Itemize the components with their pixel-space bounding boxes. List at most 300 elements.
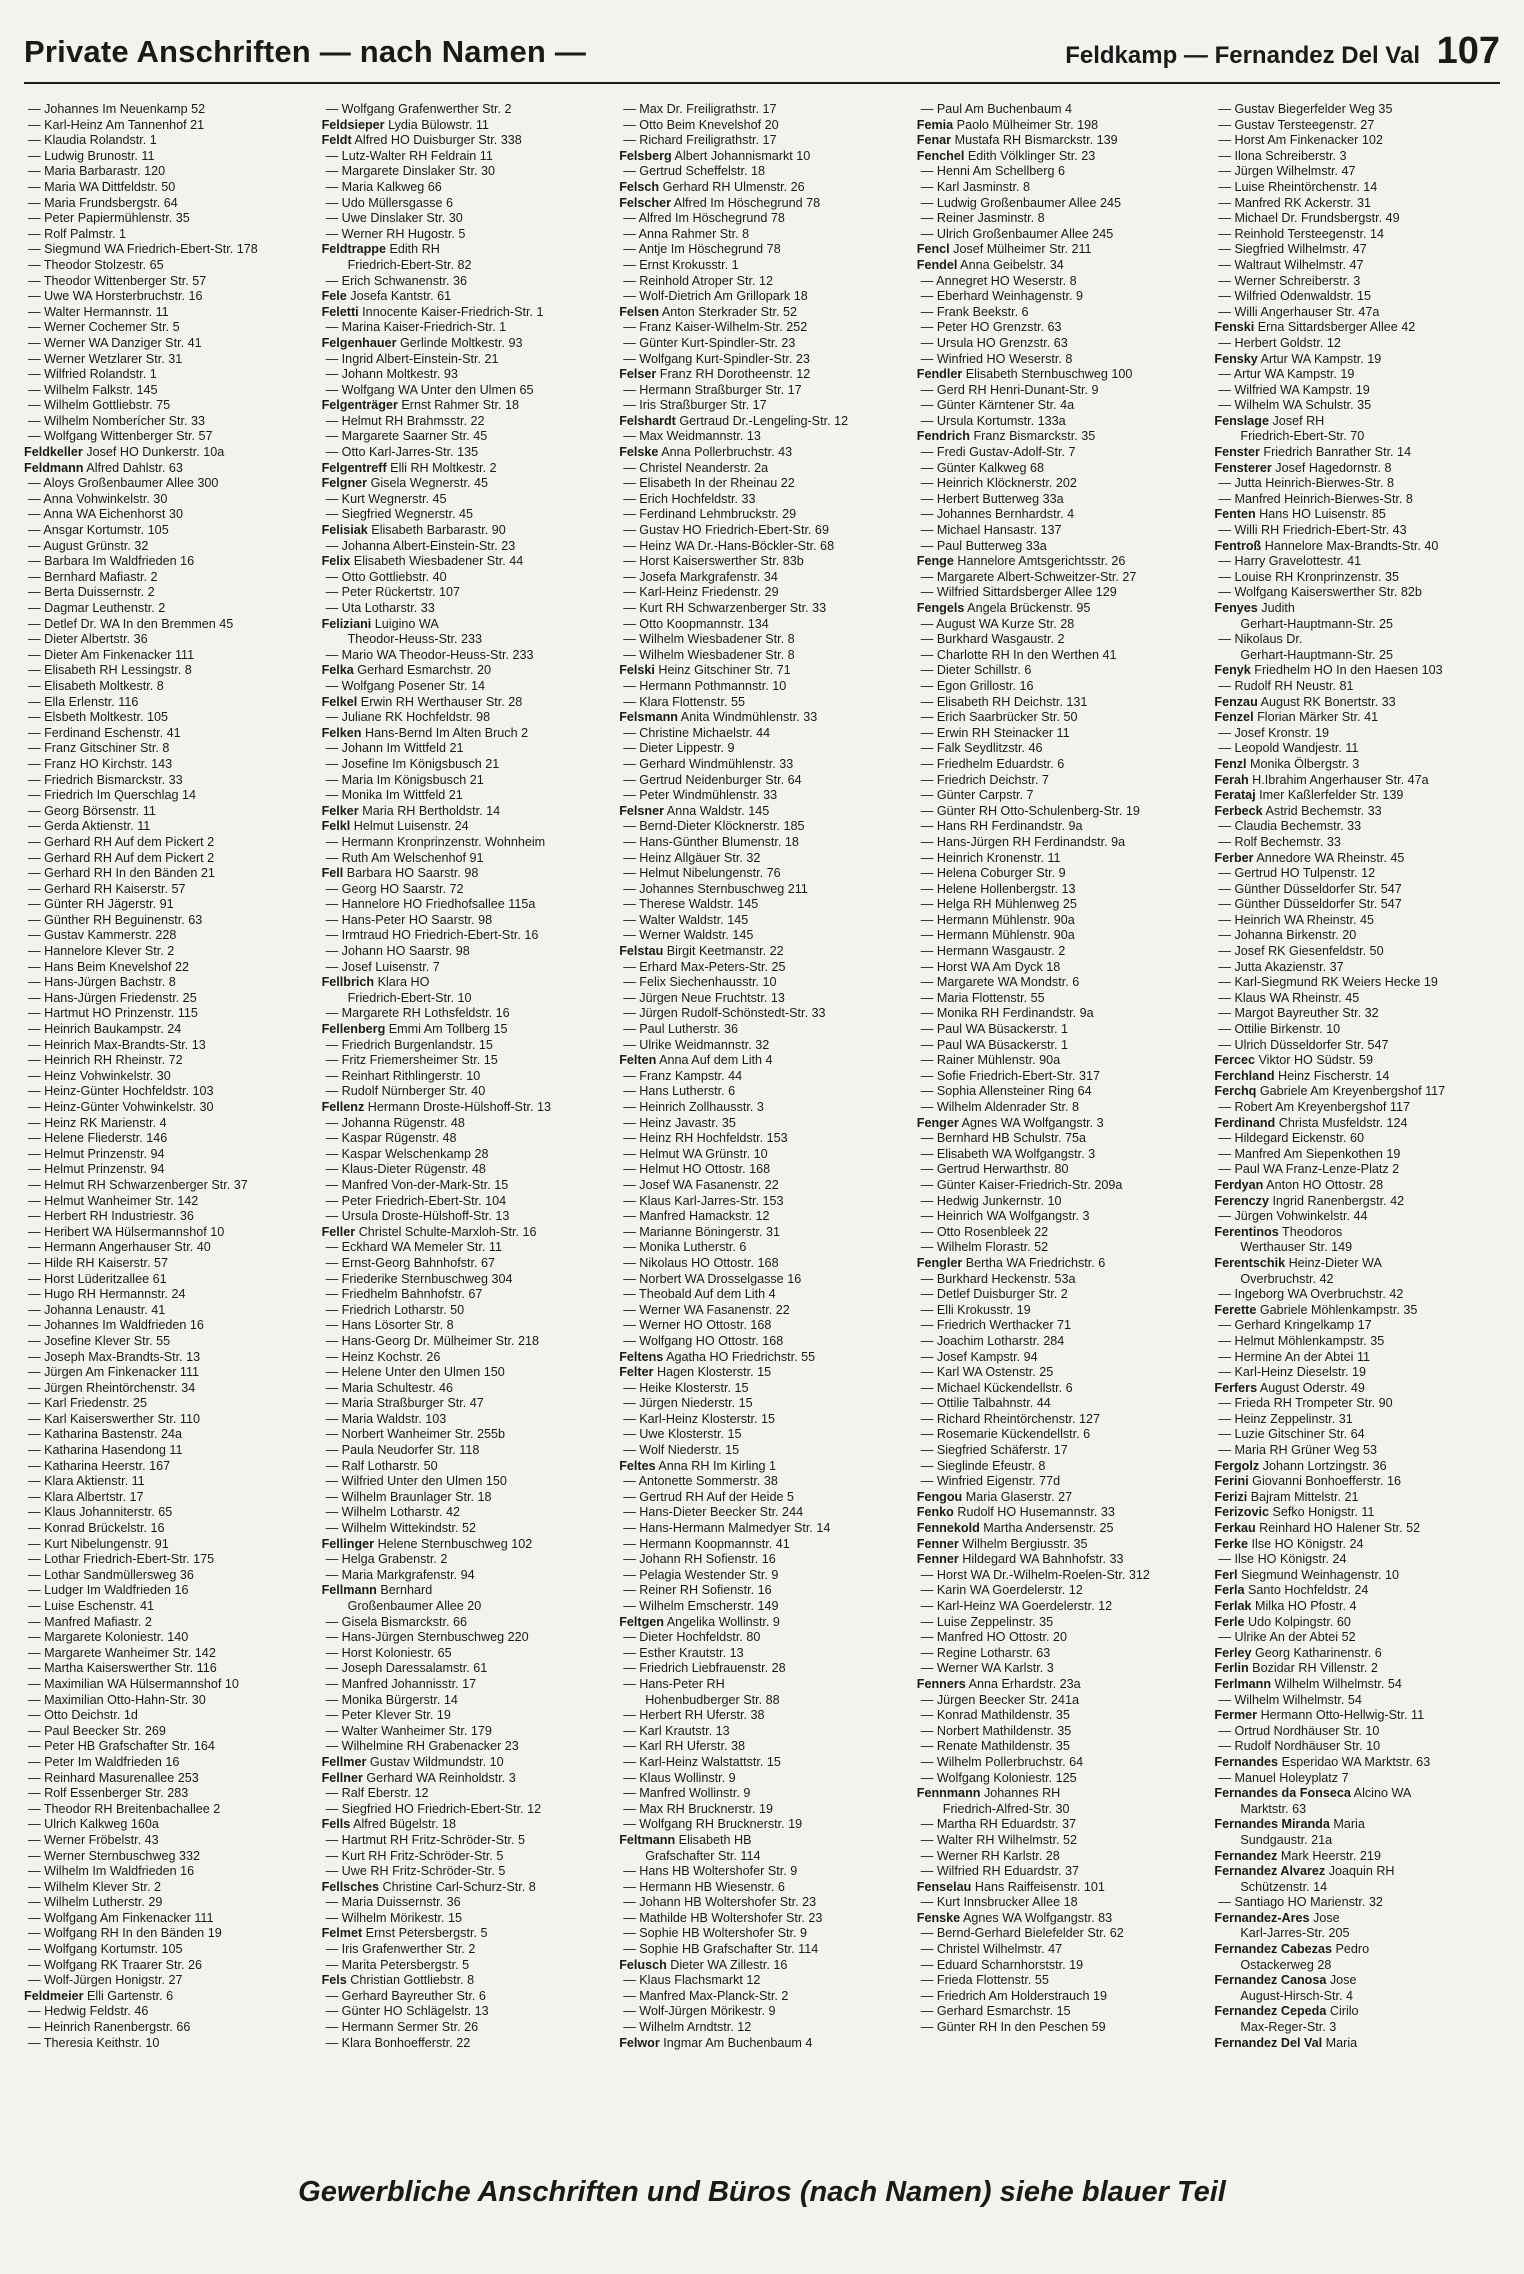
entry-text: — Elisabeth Moltkestr. 8 — [28, 678, 164, 693]
directory-entry — [1214, 274, 1500, 290]
directory-entry — [322, 227, 608, 243]
entry-text: — Uta Lotharstr. 33 — [325, 601, 435, 615]
entry-text: — Johann RH Sofienstr. 16 — [623, 1552, 776, 1567]
entry-text: — Norbert Wanheimer Str. 255b — [325, 1427, 506, 1442]
directory-entry — [24, 1287, 310, 1303]
entry-text: — Jürgen Niederstr. 15 — [623, 1396, 753, 1411]
surname: Fensterer — [1214, 460, 1272, 475]
directory-entry — [1214, 882, 1500, 898]
directory-entry — [1214, 1053, 1500, 1069]
surname: Felser — [619, 367, 657, 382]
entry-text: Imer Kaßlerfelder Str. 139 — [1255, 788, 1404, 803]
directory-entry — [619, 1864, 905, 1880]
entry-text: Siegmund Weinhagenstr. 10 — [1237, 1567, 1399, 1582]
entry-text: — Werner RH Karlstr. 28 — [920, 1848, 1060, 1863]
entry-text: Elisabeth Barbarastr. 90 — [367, 523, 506, 538]
directory-entry — [619, 258, 905, 274]
directory-entry — [619, 118, 905, 134]
directory-entry — [1214, 242, 1500, 258]
directory-entry — [917, 1256, 1203, 1272]
directory-entry — [619, 1100, 905, 1116]
directory-entry — [24, 960, 310, 976]
entry-text: — Gertrud Scheffelstr. 18 — [623, 164, 766, 179]
entry-text: — Peter Papiermühlenstr. 35 — [28, 211, 190, 226]
directory-entry — [1214, 913, 1500, 929]
entry-text: — Gerhard Esmarchstr. 15 — [920, 2004, 1071, 2019]
entry-text: — Christine Michaelstr. 44 — [623, 725, 771, 740]
entry-text: Christel Schulte-Marxloh-Str. 16 — [355, 1224, 537, 1239]
directory-entry — [24, 1989, 310, 2005]
directory-entry — [322, 1116, 608, 1132]
surname: Ferette — [1214, 1302, 1257, 1317]
entry-text: — Luise Zeppelinstr. 35 — [920, 1614, 1054, 1629]
directory-entry — [917, 2004, 1203, 2020]
entry-text: — Michael Dr. Frundsbergstr. 49 — [1218, 211, 1400, 226]
entry-text: — Reinhold Atroper Str. 12 — [623, 273, 773, 288]
entry-text: — Ottilie Talbahnstr. 44 — [920, 1396, 1051, 1411]
entry-text: — Gerhard Windmühlenstr. 33 — [623, 756, 794, 771]
directory-entry — [1214, 2036, 1500, 2052]
directory-entry — [24, 928, 310, 944]
entry-text: — Erich Schwanenstr. 36 — [325, 273, 467, 288]
entry-text: — Bernd-Gerhard Bielefelder Str. 62 — [920, 1926, 1124, 1941]
directory-entry — [619, 461, 905, 477]
entry-text: — Iris Grafenwerther Str. 2 — [325, 1942, 476, 1957]
entry-text: — Horst Kaiserswerther Str. 83b — [623, 554, 804, 569]
entry-text: — Wolf-Dietrich Am Grillopark 18 — [623, 289, 808, 304]
directory-entry — [917, 1365, 1203, 1381]
surname: Fengou — [916, 1489, 963, 1504]
entry-text: — Johannes Sternbuschweg 211 — [623, 881, 808, 896]
entry-text: — Margarete RH Lothsfeldstr. 16 — [325, 1006, 510, 1021]
entry-text: — Johanna Rügenstr. 48 — [325, 1115, 465, 1130]
directory-entry — [24, 1973, 310, 1989]
directory-entry — [619, 1958, 905, 1974]
directory-entry — [322, 1786, 608, 1802]
entry-text: Ernst Rahmer Str. 18 — [397, 398, 519, 413]
entry-text: Rudolf HO Husemannstr. 33 — [953, 1505, 1115, 1520]
surname: Ferlin — [1214, 1661, 1249, 1676]
directory-entry — [917, 1287, 1203, 1303]
entry-text: Pedro — [1331, 1942, 1370, 1957]
entry-text: Helene Sternbuschweg 102 — [374, 1536, 533, 1551]
entry-text: — Gerhard RH Kaiserstr. 57 — [28, 881, 186, 896]
directory-entry — [1214, 1926, 1500, 1942]
directory-entry — [917, 1038, 1203, 1054]
directory-entry — [1214, 960, 1500, 976]
directory-entry — [1214, 804, 1500, 820]
surname: Felkel — [321, 694, 358, 709]
directory-entry — [322, 1989, 608, 2005]
entry-text: — Luise Rheintörchenstr. 14 — [1218, 179, 1378, 194]
directory-entry — [24, 1833, 310, 1849]
entry-text: — Monika Im Wittfeld 21 — [325, 788, 463, 803]
entry-text: — Maria Barbarastr. 120 — [28, 164, 166, 179]
entry-text: — Johanna Lenaustr. 41 — [28, 1302, 166, 1317]
entry-text: Gerhard WA Reinholdstr. 3 — [362, 1770, 516, 1785]
directory-entry — [322, 1817, 608, 1833]
directory-entry — [917, 1178, 1203, 1194]
directory-entry — [1214, 1194, 1500, 1210]
directory-entry — [322, 164, 608, 180]
directory-entry — [1214, 102, 1500, 118]
entry-text: — Kurt Innsbrucker Allee 18 — [920, 1895, 1078, 1910]
entry-text: — Bernhard Mafiastr. 2 — [28, 569, 158, 584]
entry-text: — Heribert WA Hülsermannshof 10 — [28, 1224, 225, 1239]
entry-text: — Eckhard WA Memeler Str. 11 — [325, 1240, 502, 1255]
entry-text: Anna Auf dem Lith 4 — [656, 1053, 773, 1068]
directory-entry — [322, 1583, 608, 1599]
directory-entry — [917, 1693, 1203, 1709]
directory-entry — [619, 1708, 905, 1724]
entry-text: — Wolfgang RK Traarer Str. 26 — [28, 1957, 203, 1972]
directory-entry — [322, 632, 608, 648]
directory-entry — [619, 180, 905, 196]
entry-text: — Joseph Max-Brandts-Str. 13 — [28, 1349, 201, 1364]
entry-text: Barbara HO Saarstr. 98 — [343, 866, 479, 881]
directory-entry — [1214, 1178, 1500, 1194]
entry-text: — Santiago HO Marienstr. 32 — [1218, 1895, 1383, 1910]
entry-text: — Christel Neanderstr. 2a — [623, 460, 769, 475]
entry-text: — Helmut WA Grünstr. 10 — [623, 1146, 768, 1161]
entry-text: — Josef WA Fasanenstr. 22 — [623, 1177, 779, 1192]
directory-entry — [322, 2020, 608, 2036]
directory-entry — [322, 601, 608, 617]
directory-entry — [1214, 944, 1500, 960]
directory-entry — [1214, 788, 1500, 804]
directory-entry — [917, 601, 1203, 617]
directory-entry — [619, 367, 905, 383]
directory-entry — [24, 1459, 310, 1475]
directory-entry — [619, 1786, 905, 1802]
entry-text: — Heinz Allgäuer Str. 32 — [623, 850, 761, 865]
directory-entry — [1214, 1677, 1500, 1693]
directory-entry — [322, 851, 608, 867]
directory-entry — [917, 1443, 1203, 1459]
directory-entry — [322, 679, 608, 695]
entry-text: — Josefa Markgrafenstr. 34 — [623, 569, 778, 584]
directory-entry — [917, 367, 1203, 383]
directory-entry — [619, 1661, 905, 1677]
entry-text: — Wolfgang Kaiserswerther Str. 82b — [1218, 585, 1422, 600]
directory-entry — [24, 835, 310, 851]
directory-entry — [322, 835, 608, 851]
directory-entry — [24, 1350, 310, 1366]
entry-text: — Wolfgang HO Ottostr. 168 — [623, 1333, 784, 1348]
entry-text: — Werner RH Hugostr. 5 — [325, 226, 466, 241]
entry-text: — Eduard Scharnhorststr. 19 — [920, 1957, 1084, 1972]
directory-entry — [24, 1100, 310, 1116]
directory-entry — [24, 289, 310, 305]
entry-text: — Johanna Albert-Einstein-Str. 23 — [325, 538, 516, 553]
entry-text: — Uwe WA Horsterbruchstr. 16 — [28, 289, 203, 304]
directory-entry — [917, 102, 1203, 118]
entry-text: — Ursula Droste-Hülshoff-Str. 13 — [325, 1209, 510, 1224]
entry-text: — Hans-Peter RH — [623, 1676, 725, 1691]
directory-entry — [322, 1630, 608, 1646]
directory-entry — [322, 336, 608, 352]
surname: Fenner — [916, 1552, 959, 1567]
directory-entry — [1214, 663, 1500, 679]
directory-entry — [1214, 710, 1500, 726]
directory-entry — [619, 476, 905, 492]
entry-text: Hans Raiffeisenstr. 101 — [971, 1879, 1105, 1894]
directory-entry — [322, 1131, 608, 1147]
directory-entry — [322, 1396, 608, 1412]
directory-entry — [917, 305, 1203, 321]
surname: Felwor — [619, 2035, 660, 2050]
surname: Ferlmann — [1214, 1676, 1272, 1691]
entry-text: Bajram Mittelstr. 21 — [1247, 1489, 1359, 1504]
directory-entry — [619, 1911, 905, 1927]
entry-text: — Manfred Mafiastr. 2 — [28, 1614, 152, 1629]
directory-entry — [24, 445, 310, 461]
entry-text: Anna Erhardstr. 23a — [965, 1676, 1081, 1691]
entry-text: — Michael Hansastr. 137 — [920, 523, 1062, 538]
entry-text: — Hans Beim Knevelshof 22 — [28, 959, 190, 974]
entry-text: — Margarete Wanheimer Str. 142 — [28, 1645, 216, 1660]
entry-text: — Paul Am Buchenbaum 4 — [920, 102, 1072, 116]
surname: Feltmann — [619, 1832, 676, 1847]
entry-text: — Elisabeth In der Rheinau 22 — [623, 476, 795, 491]
directory-entry — [24, 1505, 310, 1521]
entry-text: — Franz Kampstr. 44 — [623, 1068, 743, 1083]
directory-entry — [619, 227, 905, 243]
directory-entry — [322, 289, 608, 305]
entry-text: — Heinrich Zollhausstr. 3 — [623, 1100, 764, 1114]
directory-entry — [917, 1771, 1203, 1787]
entry-text: — Wilfried Rolandstr. 1 — [28, 367, 157, 382]
directory-entry — [322, 320, 608, 336]
entry-text: — Louise RH Kronprinzenstr. 35 — [1218, 569, 1399, 584]
directory-entry — [24, 1240, 310, 1256]
entry-text: — Paul Beecker Str. 269 — [28, 1723, 166, 1738]
directory-entry — [619, 289, 905, 305]
directory-entry — [1214, 1630, 1500, 1646]
entry-text: Marktstr. 63 — [1240, 1801, 1307, 1816]
directory-entry — [1214, 1490, 1500, 1506]
directory-entry — [917, 835, 1203, 851]
directory-entry — [24, 1552, 310, 1568]
entry-text: — Johannes Im Waldfrieden 16 — [28, 1318, 204, 1333]
surname: Felusch — [619, 1957, 667, 1972]
directory-entry — [917, 554, 1203, 570]
entry-text: — Karl-Heinz Friedenstr. 29 — [623, 585, 779, 600]
surname: Ferataj — [1214, 788, 1256, 803]
entry-text: — Walter Hermannstr. 11 — [28, 304, 169, 319]
directory-entry — [24, 975, 310, 991]
directory-entry — [619, 695, 905, 711]
directory-entry — [917, 1880, 1203, 1896]
directory-entry — [322, 133, 608, 149]
entry-text: — Maximilian Otto-Hahn-Str. 30 — [28, 1692, 206, 1707]
surname: Ferchland — [1214, 1068, 1275, 1083]
directory-entry — [322, 1958, 608, 1974]
surname: Fenyk — [1214, 663, 1251, 678]
entry-text: — Paula Neudorfer Str. 118 — [325, 1443, 480, 1458]
directory-entry — [322, 1287, 608, 1303]
entry-text: — Manfred Von-der-Mark-Str. 15 — [325, 1177, 509, 1192]
entry-text: — Lutz-Walter RH Feldrain 11 — [325, 148, 493, 163]
directory-entry — [24, 1958, 310, 1974]
directory-entry — [322, 476, 608, 492]
entry-text: — Anna Rahmer Str. 8 — [623, 226, 750, 241]
surname: Felter — [619, 1365, 654, 1380]
entry-text: — Georg Börsenstr. 11 — [28, 803, 156, 818]
directory-entry — [917, 274, 1203, 290]
directory-entry — [322, 1973, 608, 1989]
directory-entry — [619, 274, 905, 290]
entry-text: — Helmut RH Schwarzenberger Str. 37 — [28, 1177, 248, 1192]
directory-entry — [1214, 1131, 1500, 1147]
directory-entry — [1214, 1989, 1500, 2005]
directory-entry — [322, 1412, 608, 1428]
directory-entry — [619, 1817, 905, 1833]
entry-text: — Josefine Klever Str. 55 — [28, 1333, 171, 1348]
directory-entry — [1214, 1786, 1500, 1802]
entry-text: — Leopold Wandjestr. 11 — [1218, 741, 1359, 756]
directory-entry — [619, 710, 905, 726]
entry-text: — Margarete Saarner Str. 45 — [325, 429, 488, 444]
directory-entry — [917, 757, 1203, 773]
entry-text: Max-Reger-Str. 3 — [1240, 2020, 1337, 2035]
entry-text: Anton HO Ottostr. 28 — [1263, 1177, 1384, 1192]
entry-text: — Reinhart Rithlingerstr. 10 — [325, 1068, 481, 1083]
directory-entry — [917, 1209, 1203, 1225]
surname: Feltgen — [619, 1614, 664, 1629]
directory-entry — [1214, 928, 1500, 944]
entry-text: Gerhart-Hauptmann-Str. 25 — [1240, 647, 1393, 662]
entry-text: — Elisabeth WA Wolfgangstr. 3 — [920, 1146, 1096, 1161]
directory-entry — [619, 539, 905, 555]
directory-entry — [24, 1926, 310, 1942]
entry-text: — Jutta Heinrich-Bierwes-Str. 8 — [1218, 476, 1395, 491]
directory-entry — [619, 663, 905, 679]
directory-entry — [1214, 1646, 1500, 1662]
entry-text: — Karl Jasminstr. 8 — [920, 179, 1030, 194]
entry-text: — Eberhard Weinhagenstr. 9 — [920, 289, 1083, 304]
entry-text: — Wilhelm Wiesbadener Str. 8 — [623, 632, 795, 647]
surname: Fernandez Alvarez — [1214, 1864, 1326, 1879]
directory-entry — [1214, 164, 1500, 180]
entry-text: — Irmtraud HO Friedrich-Ebert-Str. 16 — [325, 928, 539, 943]
surname: Ferini — [1214, 1474, 1249, 1489]
directory-entry — [619, 1209, 905, 1225]
entry-text: — Heinrich Max-Brandts-Str. 13 — [28, 1037, 206, 1052]
entry-text: — Margot Bayreuther Str. 32 — [1218, 1006, 1379, 1021]
entry-text: — Klara Albertstr. 17 — [28, 1489, 144, 1504]
directory-entry — [619, 1942, 905, 1958]
entry-text: — Hans HB Woltershofer Str. 9 — [623, 1864, 798, 1879]
directory-entry — [1214, 1521, 1500, 1537]
directory-entry — [619, 1116, 905, 1132]
directory-entry — [322, 414, 608, 430]
directory-entry — [1214, 507, 1500, 523]
entry-text: Maria Glaserstr. 27 — [962, 1489, 1073, 1504]
entry-text: — Maria Schultestr. 46 — [325, 1380, 453, 1395]
directory-entry — [24, 944, 310, 960]
directory-entry — [619, 133, 905, 149]
directory-entry — [24, 1693, 310, 1709]
entry-text: — Theresia Keithstr. 10 — [28, 2035, 160, 2050]
entry-text: — Heinz Javastr. 35 — [623, 1115, 736, 1130]
entry-text: — Hugo RH Hermannstr. 24 — [28, 1287, 186, 1302]
directory-entry — [917, 539, 1203, 555]
entry-text: Heinz Gitschiner Str. 71 — [654, 663, 791, 678]
directory-entry — [1214, 320, 1500, 336]
directory-entry — [1214, 1537, 1500, 1553]
directory-entry — [24, 1209, 310, 1225]
entry-text: — Claudia Bechemstr. 33 — [1218, 819, 1362, 834]
directory-entry — [322, 1537, 608, 1553]
entry-text: — Kurt Nibelungenstr. 91 — [28, 1536, 169, 1551]
directory-entry — [322, 819, 608, 835]
surname: Fellsches — [321, 1879, 379, 1894]
directory-entry — [917, 663, 1203, 679]
entry-text: — Iris Straßburger Str. 17 — [623, 398, 767, 413]
entry-text: — Peter Im Waldfrieden 16 — [28, 1754, 180, 1769]
directory-entry — [322, 1755, 608, 1771]
directory-entry — [917, 1583, 1203, 1599]
entry-text: — Ulrich Großenbaumer Allee 245 — [920, 226, 1114, 241]
entry-text: — Wilhelm Arndtstr. 12 — [623, 2020, 752, 2035]
directory-entry — [1214, 819, 1500, 835]
directory-entry — [917, 180, 1203, 196]
entry-text: — Jürgen Am Finkenacker 111 — [28, 1365, 200, 1380]
entry-text: — Max RH Brucknerstr. 19 — [623, 1801, 773, 1816]
directory-entry — [917, 897, 1203, 913]
directory-entry — [619, 1365, 905, 1381]
directory-entry — [619, 554, 905, 570]
directory-entry — [1214, 367, 1500, 383]
entry-text: — Rudolf RH Neustr. 81 — [1218, 678, 1354, 693]
surname: Ferl — [1214, 1567, 1238, 1582]
directory-entry — [917, 1958, 1203, 1974]
entry-text: — Horst Koloniestr. 65 — [325, 1645, 452, 1660]
directory-entry — [1214, 679, 1500, 695]
entry-text: — Hans-Dieter Beecker Str. 244 — [623, 1505, 804, 1520]
entry-text: — Johann HB Woltershofer Str. 23 — [623, 1895, 817, 1910]
entry-text: — Friedrich Lotharstr. 50 — [325, 1302, 465, 1317]
directory-entry — [619, 1849, 905, 1865]
entry-text: — Ulrich Düsseldorfer Str. 547 — [1218, 1037, 1389, 1052]
entry-text: — Werner Sternbuschweg 332 — [28, 1848, 200, 1863]
entry-text: — Walter RH Wilhelmstr. 52 — [920, 1832, 1078, 1847]
entry-text: — Otto Beim Knevelshof 20 — [623, 117, 779, 132]
directory-entry — [619, 1162, 905, 1178]
directory-entry — [619, 1334, 905, 1350]
directory-entry — [1214, 1474, 1500, 1490]
directory-entry — [322, 1474, 608, 1490]
entry-text: Astrid Bechemstr. 33 — [1262, 803, 1382, 818]
directory-entry — [322, 1771, 608, 1787]
entry-text: — Jürgen Rheintörchenstr. 34 — [28, 1380, 196, 1395]
directory-entry — [1214, 336, 1500, 352]
entry-text: — Renate Mathildenstr. 35 — [920, 1739, 1070, 1754]
directory-entry — [24, 663, 310, 679]
surname: Feldmeier — [24, 1988, 84, 2003]
directory-entry — [322, 1615, 608, 1631]
entry-text: — Ilse HO Königstr. 24 — [1218, 1552, 1347, 1567]
entry-text: Wilhelm Wilhelmstr. 54 — [1271, 1676, 1402, 1691]
directory-entry — [917, 1802, 1203, 1818]
directory-entry — [322, 1162, 608, 1178]
entry-text: — Günter RH Otto-Schulenberg-Str. 19 — [920, 803, 1140, 818]
directory-entry — [917, 991, 1203, 1007]
entry-text: — Werner WA Danziger Str. 41 — [28, 335, 202, 350]
entry-text: — Wilhelm Wiesbadener Str. 8 — [623, 647, 795, 662]
entry-text: — Antje Im Höschegrund 78 — [623, 242, 781, 257]
